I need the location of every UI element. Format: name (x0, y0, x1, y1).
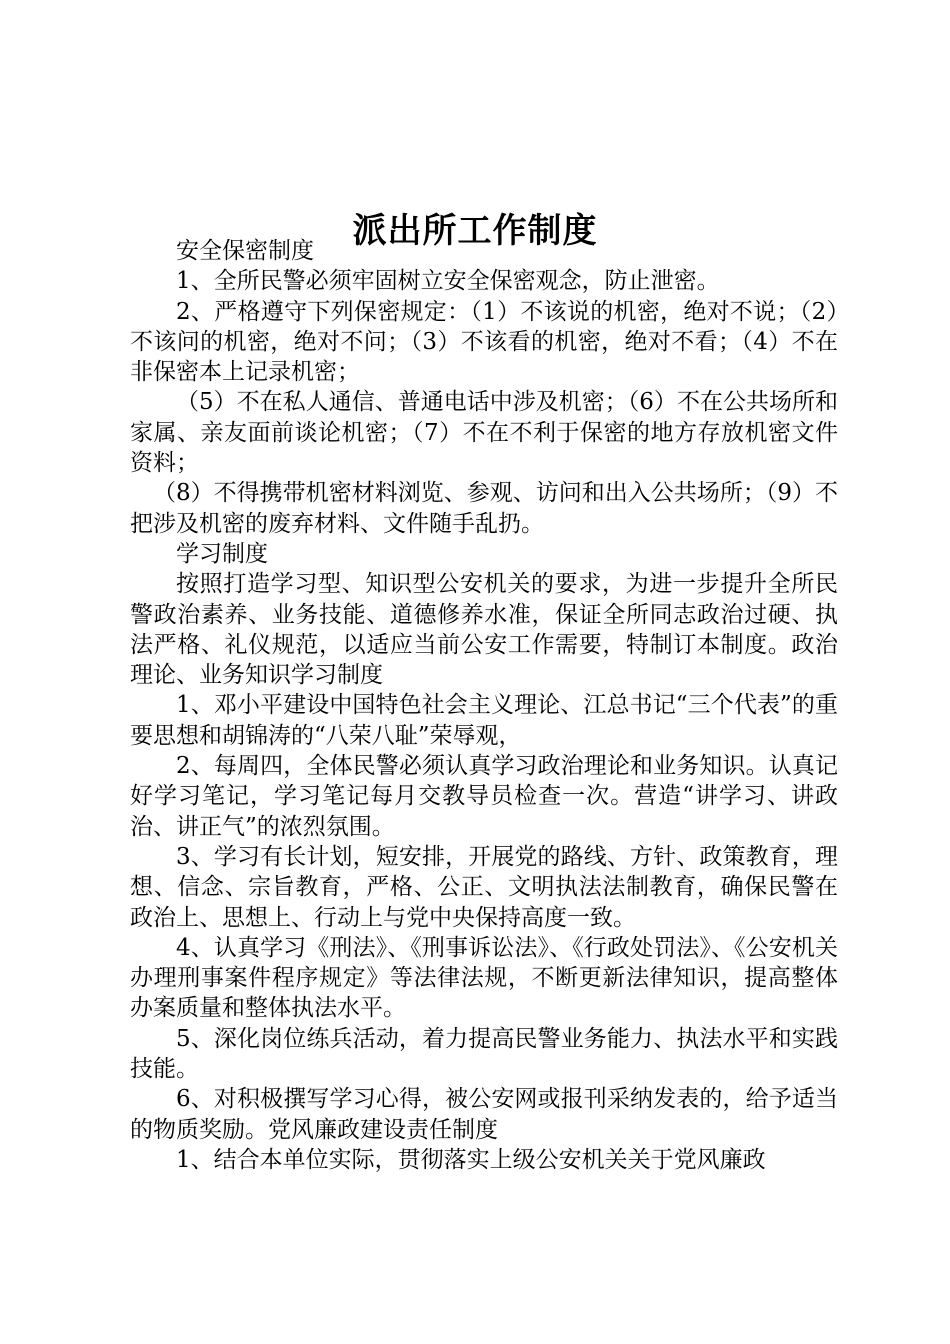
paragraph: 1、邓小平建设中国特色社会主义理论、江总书记“三个代表”的重要思想和胡锦涛的“八荣八耻”荣辱观， (130, 692, 838, 749)
section-heading-study: 学习制度 (176, 540, 268, 567)
paragraph: 6、对积极撰写学习心得，被公安网或报刊采纳发表的，给予适当的物质奖励。党风廉政建设责任制度 (130, 1086, 838, 1143)
paragraph: 1、结合本单位实际，贯彻落实上级公安机关关于党风廉政 (176, 1146, 766, 1173)
document-body (130, 236, 838, 1175)
section-heading-security: 安全保密制度 (176, 238, 314, 264)
paragraph: （5）不在私人通信、普通电话中涉及机密；（6）不在公共场所和家属、亲友面前谈论机密；（7）不在不利于保密的地方存放机密文件资料； (130, 389, 838, 477)
paragraph: 2、严格遵守下列保密规定：（1）不该说的机密，绝对不说；（2）不该问的机密，绝对不问；（3）不该看的机密，绝对不看；（4）不在非保密本上记录机密； (130, 298, 838, 386)
paragraph: （8）不得携带机密材料浏览、参观、访问和出入公共场所；（9）不把涉及机密的废弃材料、文件随手乱扔。 (130, 480, 838, 537)
paragraph: 1、全所民警必须牢固树立安全保密观念，防止泄密。 (176, 268, 720, 295)
paragraph: 5、深化岗位练兵活动，着力提高民警业务能力、执法水平和实践技能。 (130, 1025, 838, 1083)
paragraph: 4、认真学习《刑法》、《刑事诉讼法》、《行政处罚法》、《公安机关办理刑事案件程序规定》等法律法规，不断更新法律知识，提高整体办案质量和整体执法水平。 (130, 934, 838, 1022)
paragraph: 2、每周四，全体民警必须认真学习政治理论和业务知识。认真记好学习笔记，学习笔记每月交教导员检查一次。营造“讲学习、讲政治、讲正气”的浓烈氛围。 (130, 753, 838, 840)
paragraph: 按照打造学习型、知识型公安机关的要求，为进一步提升全所民警政治素养、业务技能、道德修养水准，保证全所同志政治过硬、执法严格、礼仪规范，以适应当前公安工作需要，特制订本制度。政治理论、业务知识学习制度 (130, 571, 838, 689)
page-title: 派出所工作制度 (352, 210, 598, 251)
paragraph: 3、学习有长计划，短安排，开展党的路线、方针、政策教育，理想、信念、宗旨教育，严格、公正、文明执法法制教育，确保民警在政治上、思想上、行动上与党中央保持高度一致。 (130, 843, 838, 931)
